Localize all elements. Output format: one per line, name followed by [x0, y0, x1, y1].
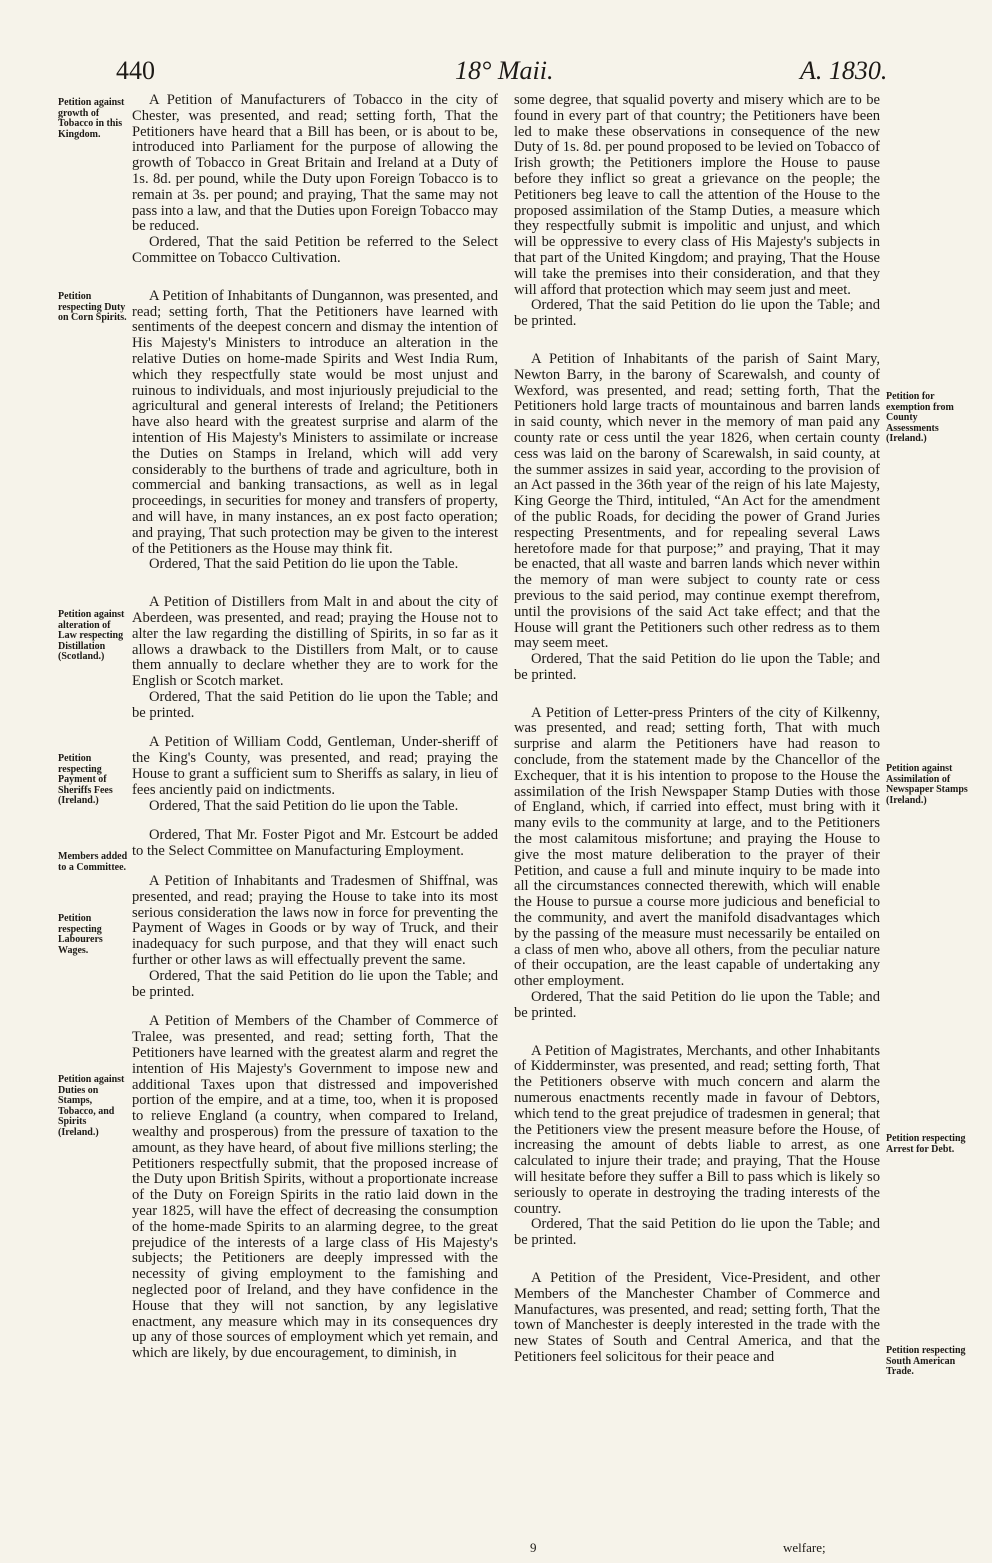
order-paragraph: Ordered, That the said Petition do lie upon the Table; and be printed.	[132, 688, 498, 721]
margin-note: Petition respecting Payment of Sheriffs Fees (Ireland.)	[58, 753, 113, 806]
page-year: A. 1830.	[800, 56, 888, 85]
margin-note: Petition respecting Arrest for Debt.	[886, 1133, 966, 1155]
margin-note: Petition respecting South American Trade.	[886, 1345, 966, 1377]
order-paragraph: Ordered, That the said Petition do lie upon the Table; and be printed.	[514, 989, 880, 1021]
left-column	[132, 93, 498, 1362]
margin-note: Petition against growth of Tobacco in this Kingdom.	[58, 97, 125, 140]
page-date: 18° Maii.	[455, 56, 554, 85]
catchword: welfare;	[783, 1540, 826, 1555]
page-header	[0, 56, 992, 96]
paragraph: A Petition of Inhabitants of the parish of Saint Mary, Newton Barry, in the barony of Scarewalsh, and county of Wexford, was presented, and read; setting forth, That the Petitioners hold large tracts of mountainous and barren lands in said county, which never in the memory of man paid any county rate or cess until the year 1826, when certain county cess was laid on the barony of Scarewalsh, in said county, at the summer assizes in said year, according to the provision of an Act passed in the 36th year of the reign of his late Majesty, King George the Third, intituled, “An Act for the amendment of the public Roads, for deciding the power of Grand Juries respecting Presentments, and for repealing several Laws heretofore made for that purpose;” and praying, That it may be enacted, that all waste and barren lands which never within the memory of man were subject to county rate or cess previous to the said period, may continue exempt therefrom, until the provisions of the said Act take effect; and that the House will grant the Petitioners such other redress as to them may seem meet.	[514, 350, 880, 652]
paragraph: A Petition of Inhabitants of Dungannon, was presented, and read; setting forth, That the Petitioners have learned with sentiments of the deepest concern and dismay the intention of His Majesty's Ministers to introduce an alteration in the relative Duties on home-made Spirits and West India Rum, which they respectfully state would be most unjust and ruinous to individuals, and most injuriously prejudicial to the agricultural and general interests of Ireland; the Petitioners have also heard with the greatest surprise and alarm of the intention of His Majesty's Ministers to assimilate or increase the Duties on Stamps in Ireland, which will add very considerably to the burthens of trade and agriculture, both in commercial and banking transactions, as well as in legal proceedings, in securities for money and transfers of property, and will have, in many instances, an ex post facto operation; and praying, That such protection may be given to the interest of the Petitioners as the House may think fit.	[132, 287, 498, 557]
signature-mark: 9	[530, 1540, 537, 1555]
order-paragraph: Ordered, That the said Petition do lie upon the Table.	[149, 556, 459, 573]
order-paragraph: Ordered, That the said Petition do lie upon the Table; and be printed.	[514, 651, 880, 683]
margin-note: Petition against Duties on Stamps, Tobacco, and Spirits (Ireland.)	[58, 1074, 125, 1138]
margin-note: Petition against alteration of Law respecting Distillation (Scotland.)	[58, 609, 125, 662]
order-paragraph: Ordered, That Mr. Foster Pigot and Mr. Estcourt be added to the Select Committee on Manufacturing Employment.	[132, 827, 498, 860]
paragraph: A Petition of Magistrates, Merchants, and other Inhabitants of Kidderminster, was presented, and read; setting forth, That the Petitioners observe with much concern and alarm the numerous enactments recently made in favour of Debtors, which tend to the great prejudice of tradesmen in general; that the Petitioners view the present measure before the House, of increasing the amount of debts liable to arrest, as one calculated to injure their trade; and praying, That the House will hesitate before they suffer a Bill to pass which is likely so seriously to operate in destroying the trading interests of the country.	[514, 1042, 880, 1217]
paragraph: A Petition of William Codd, Gentleman, Under-sheriff of the King's County, was presented, and read; praying the House to grant a sufficient sum to Sheriffs as salary, in lieu of fees anciently paid on indictments.	[132, 734, 498, 798]
paragraph: A Petition of the President, Vice-President, and other Members of the Manchester Chamber of Commerce and Manufactures, was presented, and read; setting forth, That the town of Manchester is deeply interested in the trade with the new States of South and Central America, and that the Petitioners feel solicitous for their peace and	[514, 1269, 880, 1365]
paragraph: A Petition of Manufacturers of Tobacco in the city of Chester, was presented, and read; setting forth, That the Petitioners have heard that a Bill has been, or is about to be, introduced into Parliament for the purpose of allowing the growth of Tobacco in Great Britain and Ireland at a Duty of 1s. 8d. per pound, while the Duty upon Foreign Tobacco is to remain at 3s. per pound; and praying, That the same may not pass into a law, and that the Duties upon Foreign Tobacco may be reduced.	[132, 92, 498, 235]
order-paragraph: Ordered, That the said Petition do lie upon the Table; and be printed.	[514, 297, 880, 330]
paragraph: some degree, that squalid poverty and misery which are to be found in every part of that country; the Petitioners have been led to make these observations in consequence of the new Duty of 1s. 8d. per pound proposed to be levied on Tobacco of Irish growth; the Petitioners implore the House to pause before they inflict so great a grievance on the people; the Petitioners beg leave to call the attention of the House to the proposed assimilation of the Stamp Duties, a measure which they respectfully submit is impolitic and unjust, and which will be oppressive to every class of His Majesty's subjects in that part of the United Kingdom; and praying, That the House will take the premises into their consideration, and that they will afford that protection which may seem just and meet.	[514, 92, 880, 298]
margin-note: Members added to a Committee.	[58, 851, 128, 873]
margin-note: Petition respecting Labourers Wages.	[58, 913, 103, 956]
right-column	[514, 93, 880, 1366]
margin-note: Petition respecting Duty on Corn Spirits.	[58, 291, 127, 323]
paragraph: A Petition of Distillers from Malt in and about the city of Aberdeen, was presented, and read; praying the House not to alter the law regarding the distilling of Spirits, in so far as it allows a drawback to the Distillers from Malt, or to cause them annually to declare whether they are to work for the English or Scotch market.	[132, 594, 498, 690]
paragraph: A Petition of Members of the Chamber of Commerce of Tralee, was presented, and read; setting forth, That the Petitioners have learned with the greatest alarm and regret the intention of His Majesty's Government to impose new and additional Taxes upon that distressed and impoverished portion of the empire, and at a time, too, when it is proposed to relieve England (a country, when compared to Ireland, wealthy and prosperous) from the pressure of taxation to the amount, as they have heard, of about five millions sterling; the Petitioners respectfully submit, that the proposed increase of the Duty upon British Spirits, without a proportionate increase of the Duty on Foreign Spirits in the ratio laid down in the year 1825, will have the effect of decreasing the consumption of the home-made Spirits to an alarming degree, to the great prejudice of the interests of a large class of His Majesty's subjects; the Petitioners are deeply impressed with the necessity of giving employment to the famishing and neglected poor of Ireland, and they have confidence in the House that they will not sanction, by any legislative enactment, any measure which may in its consequences dry up any of those sources of employment which yet remain, and which are likely, by due encouragement, to diminish, in	[132, 1013, 498, 1362]
paragraph: A Petition of Inhabitants and Tradesmen of Shiffnal, was presented, and read; praying the House to take into its most serious consideration the laws now in force for preventing the Payment of Wages in Goods or by way of Truck, and their inadequacy for such purpose, and that they will enact such further or other laws as will effectually prevent the same.	[132, 873, 498, 969]
order-paragraph: Ordered, That the said Petition do lie upon the Table; and be printed.	[514, 1216, 880, 1249]
paragraph: A Petition of Letter-press Printers of the city of Kilkenny, was presented, and read; setting forth, That with much surprise and alarm the Petitioners have had reason to conclude, from the statement made by the Chancellor of the Exchequer, that it is his intention to propose to the House the assimilation of the Irish Newspaper Stamp Duties with those of England, which, if carried into effect, must bring with it many evils to the community at large, and to the Petitioners the most calamitous misfortune; and praying the House to give the most mature deliberation to the prayer of their Petition, and cause a full and minute inquiry to be made into all the circumstances connected therewith, which will enable the House to pursue a course more judicious and beneficial to the community, and avert the manifold disadvantages which by the passing of the measure must necessarily be entailed on a class of men who, above all others, from the peculiar nature of their occupation, are the least capable of undertaking any other employment.	[514, 704, 880, 990]
order-paragraph: Ordered, That the said Petition do lie upon the Table.	[149, 797, 459, 814]
margin-note: Petition for exemption from County Assessments (Ireland.)	[886, 391, 954, 444]
margin-note: Petition against Assimilation of Newspaper Stamps (Ireland.)	[886, 763, 968, 806]
page-number: 440	[116, 56, 155, 85]
order-paragraph: Ordered, That the said Petition do lie upon the Table; and be printed.	[132, 967, 498, 1000]
order-paragraph: Ordered, That the said Petition be referred to the Select Committee on Tobacco Cultivation.	[132, 234, 498, 266]
